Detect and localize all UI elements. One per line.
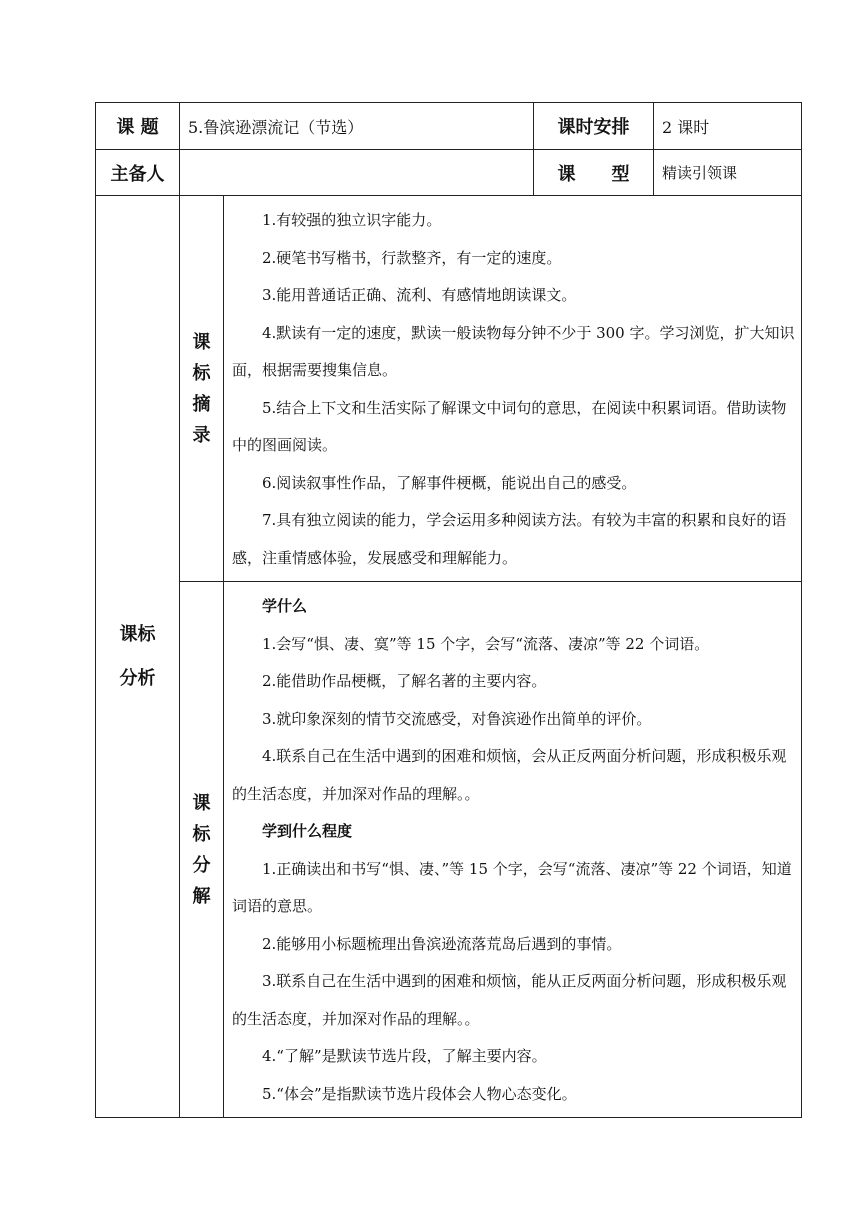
- breakdown-label-char: 课: [192, 792, 211, 814]
- breakdown-label: [180, 582, 224, 1118]
- excerpt-content: [224, 196, 802, 582]
- excerpt-item: 5.结合上下文和生活实际了解课文中词句的意思，在阅读中积累词语。借助读物中的图画阅读。: [232, 398, 787, 454]
- excerpt-item: 4.默读有一定的速度，默读一般读物每分钟不少于 300 字。学习浏览，扩大知识面，根据需要搜集信息。: [232, 323, 795, 379]
- type-label: 课 型: [534, 150, 654, 196]
- excerpt-item: 6.阅读叙事性作品，了解事件梗概，能说出自己的感受。: [262, 473, 637, 492]
- topic-label: 课 题: [96, 103, 180, 150]
- degree-heading: 学到什么程度: [262, 822, 353, 840]
- type-value: 精读引领课: [654, 150, 802, 196]
- what-item: 1.会写“惧、凄、寞”等 15 个字，会写“流落、凄凉”等 22 个词语。: [262, 634, 710, 653]
- lesson-plan-table: [95, 102, 802, 1118]
- excerpt-label-char: 标: [192, 362, 211, 384]
- degree-item: 2.能够用小标题梳理出鲁滨逊流落荒岛后遇到的事情。: [262, 934, 622, 953]
- excerpt-row: [96, 196, 802, 582]
- excerpt-item: 7.具有独立阅读的能力，学会运用多种阅读方法。有较为丰富的积累和良好的语感，注重情感体验，发展感受和理解能力。: [232, 511, 787, 567]
- what-heading: 学什么: [262, 597, 308, 615]
- topic-row: [96, 103, 802, 150]
- schedule-value: 2 课时: [654, 103, 802, 150]
- analysis-label-line1: 课标: [119, 623, 156, 645]
- what-item: 2.能借助作品梗概，了解名著的主要内容。: [262, 672, 547, 690]
- analysis-label-line2: 分析: [119, 667, 156, 689]
- degree-item: 3.联系自己在生活中遇到的困难和烦恼，能从正反两面分析问题，形成积极乐观的生活态度，并加深对作品的理解。。: [232, 972, 787, 1028]
- topic-value: 5.鲁滨逊漂流记（节选）: [180, 103, 534, 150]
- degree-item: 4.“了解”是默读节选片段，了解主要内容。: [262, 1047, 547, 1065]
- excerpt-item: 2.硬笔书写楷书，行款整齐，有一定的速度。: [262, 248, 562, 267]
- degree-item: 1.正确读出和书写“惧、凄、”等 15 个字，会写“流落、凄凉”等 22 个词语，知道词语的意思。: [232, 859, 792, 915]
- preparer-row: [96, 150, 802, 196]
- preparer-value: [180, 150, 534, 196]
- breakdown-label-char: 标: [192, 823, 211, 845]
- breakdown-content: [224, 582, 802, 1118]
- excerpt-label-char: 摘: [192, 393, 211, 415]
- schedule-label: 课时安排: [534, 103, 654, 150]
- preparer-label: 主备人: [96, 150, 180, 196]
- excerpt-label-char: 课: [192, 331, 211, 353]
- excerpt-item: 3.能用普通话正确、流利、有感情地朗读课文。: [262, 286, 577, 304]
- analysis-label: [96, 196, 180, 1118]
- what-item: 3.就印象深刻的情节交流感受，对鲁滨逊作出简单的评价。: [262, 709, 652, 728]
- breakdown-label-char: 分: [192, 854, 211, 876]
- degree-item: 5.“体会”是指默读节选片段体会人物心态变化。: [262, 1084, 577, 1103]
- excerpt-label-char: 录: [192, 424, 211, 446]
- what-item: 4.联系自己在生活中遇到的困难和烦恼，会从正反两面分析问题，形成积极乐观的生活态度，并加深对作品的理解。。: [232, 747, 787, 803]
- breakdown-row: [96, 582, 802, 1118]
- excerpt-item: 1.有较强的独立识字能力。: [262, 211, 442, 229]
- excerpt-label: [180, 196, 224, 582]
- breakdown-label-char: 解: [192, 885, 211, 907]
